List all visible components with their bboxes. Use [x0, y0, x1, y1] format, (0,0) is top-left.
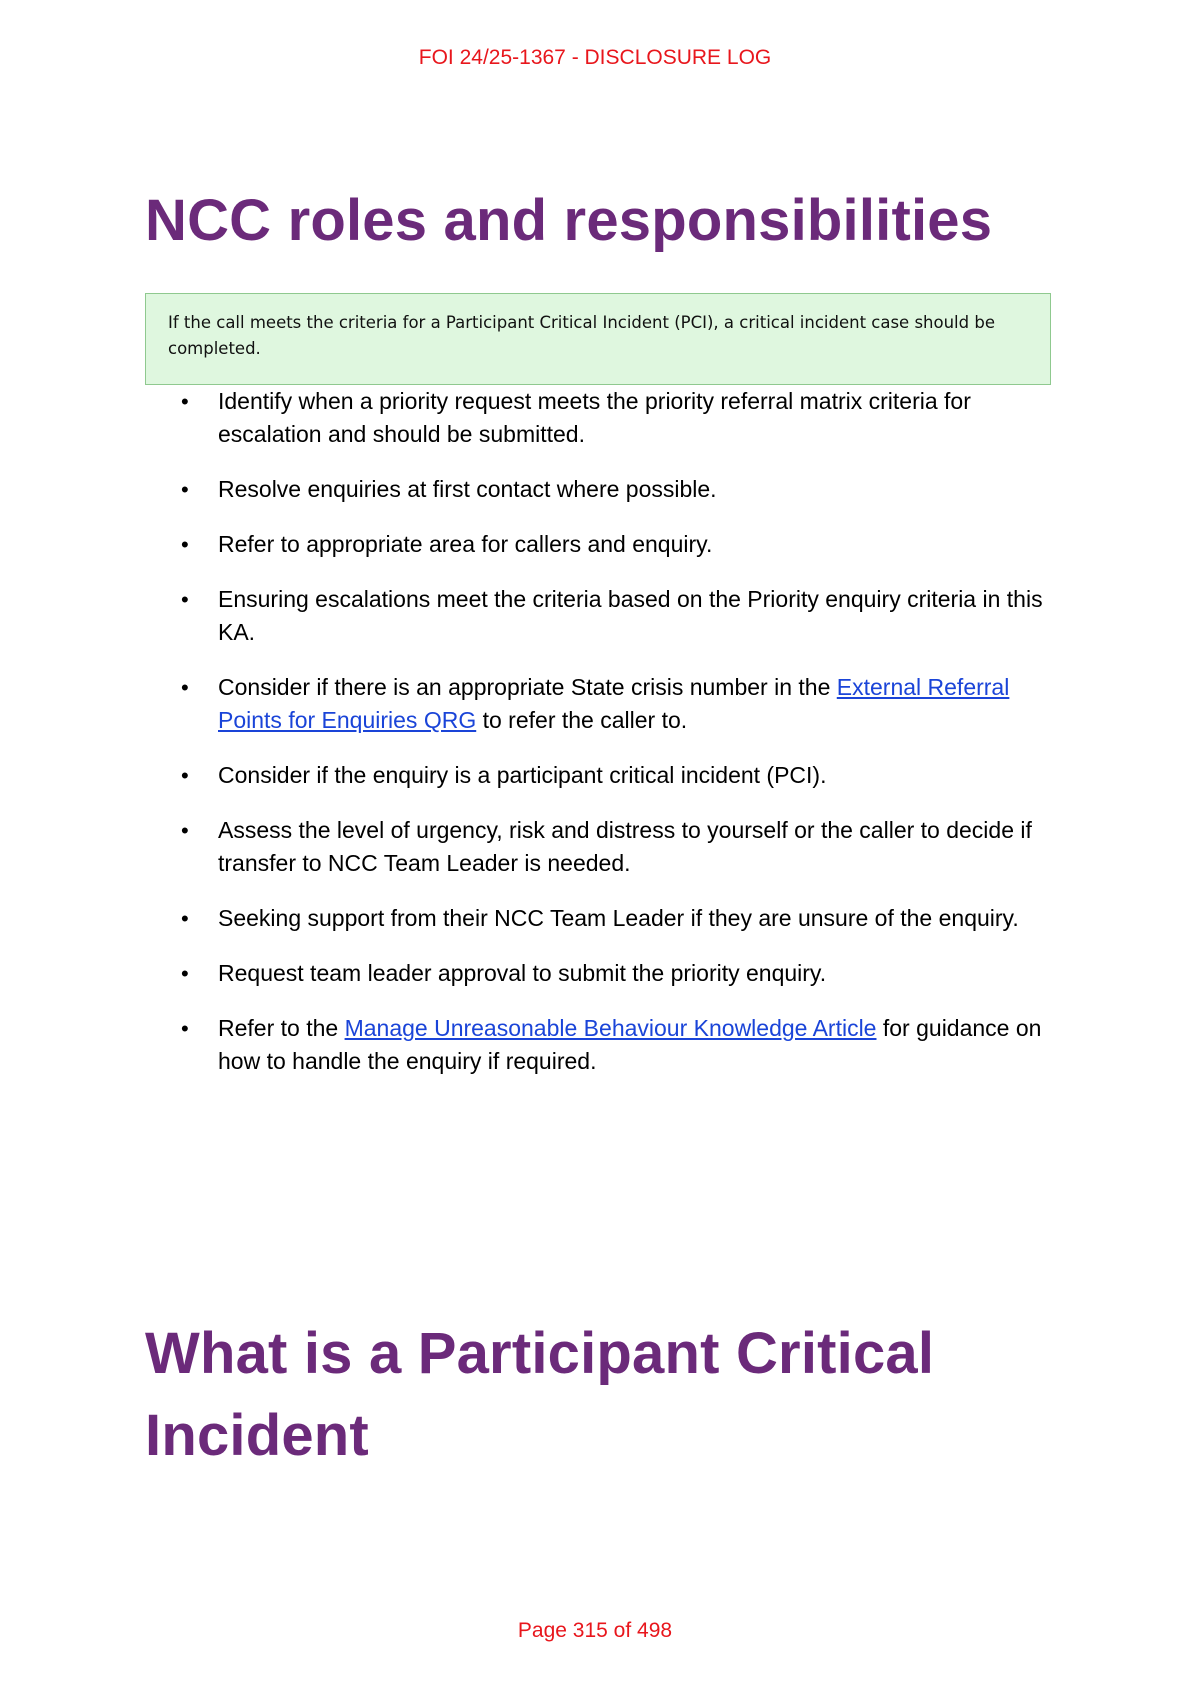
list-item	[145, 528, 1065, 561]
list-item-text: Resolve enquiries at first contact where possible.	[218, 476, 717, 502]
responsibilities-list	[145, 385, 1065, 1100]
list-item	[145, 583, 1065, 649]
bullet-icon: •	[181, 1016, 189, 1041]
list-item	[145, 902, 1065, 935]
bullet-icon: •	[181, 389, 189, 414]
section-title-pci: What is a Participant Critical Incident	[145, 1321, 935, 1468]
list-item-text: Ensuring escalations meet the criteria based on the Priority enquiry criteria in this KA.	[218, 586, 1043, 645]
list-item-text-after-link: to refer the caller to.	[476, 707, 688, 733]
list-item	[145, 1012, 1065, 1078]
bullet-icon: •	[181, 763, 189, 788]
note-text: If the call meets the criteria for a Participant Critical Incident (PCI), a critical incident case should be completed.	[168, 313, 995, 358]
list-item-text: Identify when a priority request meets the priority referral matrix criteria for escalation and should be submitted.	[218, 388, 971, 447]
list-item	[145, 671, 1065, 737]
note-box	[145, 293, 1051, 385]
list-item-text-before-link: Refer to the	[218, 1015, 345, 1041]
list-item	[145, 957, 1065, 990]
list-item-text: Consider if the enquiry is a participant critical incident (PCI).	[218, 762, 827, 788]
section-title-ncc-roles: NCC roles and responsibilities	[145, 188, 993, 253]
list-item	[145, 759, 1065, 792]
list-item-text: Request team leader approval to submit the priority enquiry.	[218, 960, 827, 986]
bullet-icon: •	[181, 675, 189, 700]
bullet-icon: •	[181, 961, 189, 986]
disclosure-log-header: FOI 24/25-1367 - DISCLOSURE LOG	[418, 46, 772, 69]
manage-unreasonable-behaviour-link[interactable]: Manage Unreasonable Behaviour Knowledge Article	[344, 1015, 877, 1041]
list-item-text-before-link: Consider if there is an appropriate State crisis number in the	[218, 674, 837, 700]
bullet-icon: •	[181, 587, 189, 612]
list-item-text: Assess the level of urgency, risk and distress to yourself or the caller to decide if transfer to NCC Team Leader is needed.	[218, 817, 1032, 876]
external-referral-points-link[interactable]: External Referral Points for Enquiries QRG	[218, 674, 1010, 733]
list-item-text: Refer to appropriate area for callers and enquiry.	[218, 531, 713, 557]
list-item	[145, 814, 1065, 880]
list-item-text-after-link: for guidance on how to handle the enquiry if required.	[218, 1015, 1042, 1074]
bullet-icon: •	[181, 906, 189, 931]
bullet-icon: •	[181, 532, 189, 557]
bullet-icon: •	[181, 818, 189, 843]
page-number-footer: Page 315 of 498	[517, 1619, 673, 1642]
bullet-icon: •	[181, 477, 189, 502]
list-item-text: Seeking support from their NCC Team Leader if they are unsure of the enquiry.	[218, 905, 1019, 931]
list-item	[145, 473, 1065, 506]
list-item	[145, 385, 1065, 451]
